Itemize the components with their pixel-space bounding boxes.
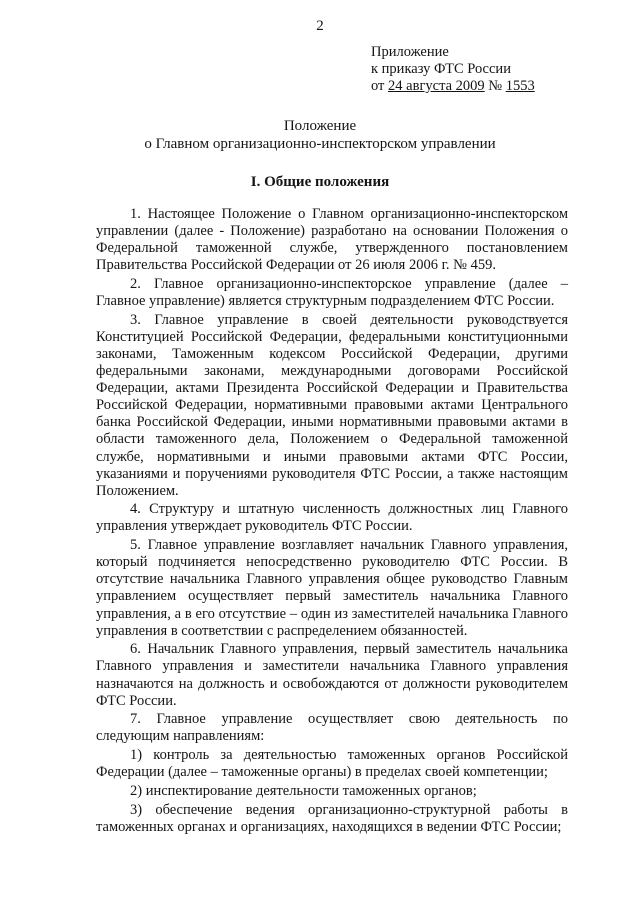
paragraph-2: 2. Главное организационно-инспекторское управление (далее – Главное управление) является структурным подразделением ФТС России. — [96, 275, 568, 310]
paragraph-1: 1. Настоящее Положение о Главном организационно-инспекторском управлении (далее - Положение) разработано на основании Положения о Федеральной таможенной службе, утвержденного постановлением Правительства Российской Федерации от 26 июля 2006 г. № 459. — [96, 206, 568, 274]
list-item-2: 2) инспектирование деятельности таможенных органов; — [130, 782, 477, 799]
annex-date: 24 августа 2009 — [388, 78, 485, 94]
annex-date-prefix: от — [371, 78, 389, 94]
annex-line-2: к приказу ФТС России — [371, 61, 511, 77]
paragraph-3: 3. Главное управление в своей деятельности руководствуется Конституцией Российской Федерации, федеральными конституционными законами, Таможенным кодексом Российской Федерации, другими федеральными законами, международными договорами Российской Федерации, актами Президента Российской Федерации и Правительства Российской Федерации, нормативными правовыми актами Центрального банка Российской Федерации, иными нормативными правовыми актами в области таможенного дела, Положением о Федеральной таможенной службе, нормативными и иными правовыми актами ФТС России, указаниями и поручениями руководителя ФТС России, а также настоящим Положением. — [96, 311, 568, 499]
document-subtitle: о Главном организационно-инспекторском управлении — [144, 136, 496, 152]
paragraph-5: 5. Главное управление возглавляет начальник Главного управления, который подчиняется непосредственно руководителю ФТС России. В отсутствие начальника Главного управления общее руководство Главным управлением осуществляет первый заместитель начальника Главного управления, а в его отсутствие – один из заместителей начальника Главного управления в соответствии с распределением обязанностей. — [96, 537, 568, 639]
annex-number: 1553 — [505, 78, 535, 94]
paragraph-4: 4. Структуру и штатную численность должностных лиц Главного управления утверждает руководитель ФТС России. — [96, 501, 568, 535]
list-item-3: 3) обеспечение ведения организационно-структурной работы в таможенных органах и организациях, находящихся в ведении ФТС России; — [96, 801, 568, 835]
paragraph-7: 7. Главное управление осуществляет свою деятельность по следующим направлениям: — [96, 711, 568, 745]
section-heading: I. Общие положения — [250, 174, 390, 190]
paragraph-6: 6. Начальник Главного управления, первый заместитель начальника Главного управления и заместители начальника Главного управления назначаются на должность и освобождаются от должности руководителем ФТС России. — [96, 641, 568, 709]
document-title: Положение — [283, 118, 357, 134]
annex-line-3 — [371, 78, 535, 95]
page-number: 2 — [316, 18, 324, 34]
document-body — [96, 206, 568, 837]
annex-block — [371, 44, 535, 95]
annex-line-1: Приложение — [371, 44, 449, 60]
list-item-1: 1) контроль за деятельностью таможенных органов Российской Федерации (далее – таможенные органы) в пределах своей компетенции; — [96, 747, 568, 781]
annex-number-sign: № — [484, 78, 506, 94]
